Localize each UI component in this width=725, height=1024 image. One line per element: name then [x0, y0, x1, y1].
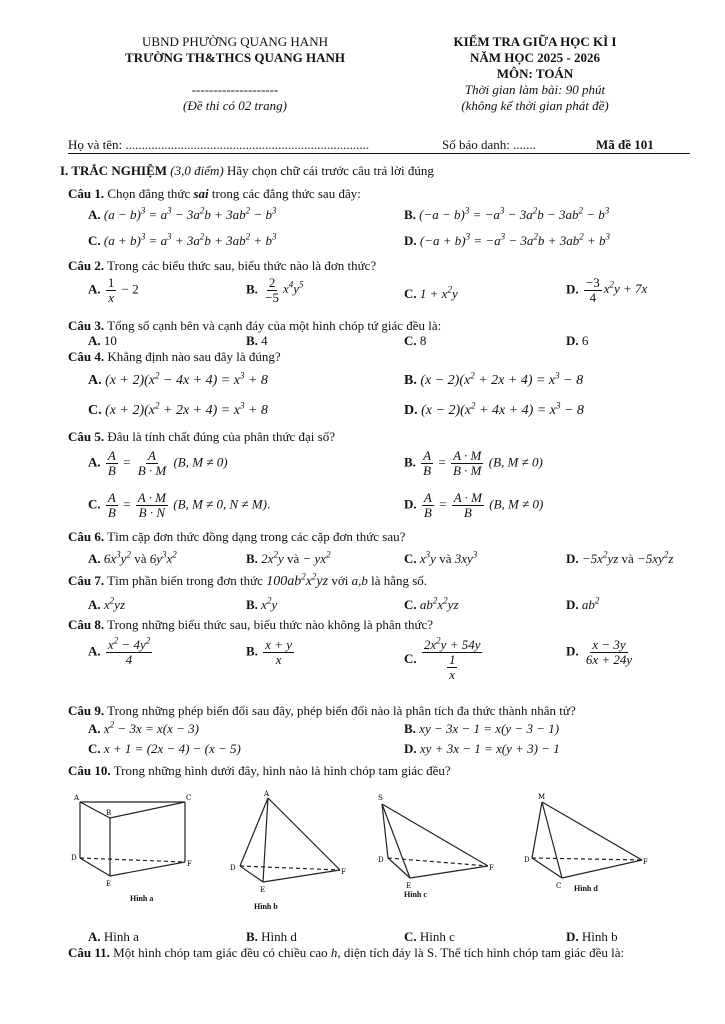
question-10: Câu 10. Trong những hình dưới đây, hình nào là hình chóp tam giác đều? [68, 763, 451, 778]
q5-option-d[interactable]: D. $\frac{A}{B}$ = $\frac{A \cdot M}{B}$ (B, M ≠ 0) [404, 490, 544, 520]
svg-text:E: E [106, 880, 112, 888]
q2-option-c[interactable]: C. $1 + x^2y$ [404, 284, 458, 301]
figure-d [524, 790, 654, 900]
q7-option-d[interactable]: D. $ab^2$ [566, 595, 600, 612]
question-6: Câu 6. Tìm cặp đơn thức đồng dạng trong các cặp đơn thức sau? [68, 529, 406, 544]
q1-option-a[interactable]: A. $(a - b)^3 = a^3 - 3a^2b + 3ab^2 - b^3$ [88, 205, 277, 222]
svg-text:F: F [341, 868, 346, 876]
q10-option-b[interactable]: B. Hình d [246, 929, 297, 944]
school-name: TRƯỜNG TH&THCS QUANG HANH [125, 50, 345, 65]
svg-text:D: D [378, 856, 384, 864]
q4-option-c[interactable]: C. $(x + 2)(x^2 + 2x + 4) = x^3 + 8$ [88, 400, 268, 418]
svg-text:E: E [406, 882, 412, 890]
q9-option-c[interactable]: C. x + 1 = (2x − 4) − (x − 5) [88, 741, 241, 756]
question-11: Câu 11. Một hình chóp tam giác đều có chiều cao h, diện tích đáy là S. Thể tích hình chóp tam giác đều là: [68, 945, 625, 960]
q8-option-c[interactable]: C. $\frac{2x^2y + 54y}{\frac{1}{x}}$ [404, 635, 481, 682]
svg-text:D: D [524, 856, 530, 864]
q10-option-d[interactable]: D. Hình b [566, 929, 618, 944]
q7-option-b[interactable]: B. $x^2y$ [246, 595, 278, 612]
student-id-field[interactable]: Số báo danh: ....... [442, 137, 536, 152]
question-7: Câu 7. Tìm phần biến trong đơn thức $100ab^2x^2yz$ với a,b là hằng số. [68, 571, 428, 589]
q10-option-a[interactable]: A. Hình a [88, 929, 139, 944]
student-info-line [68, 137, 690, 154]
q1-option-d[interactable]: D. $(-a + b)^3 = -a^3 - 3a^2b + 3ab^2 + b^3$ [404, 231, 610, 248]
svg-text:C: C [186, 794, 192, 802]
exam-title: KIỂM TRA GIỮA HỌC KÌ I [453, 34, 617, 49]
q7-option-c[interactable]: C. $ab^2x^2yz$ [404, 595, 459, 612]
svg-text:F: F [489, 864, 494, 872]
q4-option-b[interactable]: B. $(x - 2)(x^2 + 2x + 4) = x^3 - 8$ [404, 370, 584, 388]
svg-text:S: S [378, 794, 383, 802]
question-9: Câu 9. Trong những phép biến đổi sau đây, phép biến đổi nào là phân tích đa thức thành nhân tử? [68, 703, 576, 718]
question-2: Câu 2. Trong các biểu thức sau, biểu thức nào là đơn thức? [68, 258, 377, 273]
figure-c-caption: Hình c [404, 890, 427, 899]
student-name-field[interactable]: Họ và tên: ........................................................................... [68, 137, 370, 152]
svg-text:B: B [106, 809, 112, 817]
figure-c [376, 790, 496, 900]
q3-option-b[interactable]: B. 4 [246, 333, 268, 348]
question-4: Câu 4. Khẳng định nào sau đây là đúng? [68, 349, 281, 364]
svg-text:D: D [230, 864, 236, 872]
question-1: Câu 1. Chọn đẳng thức sai trong các đẳng thức sau đây: [68, 186, 361, 201]
q9-option-d[interactable]: D. xy + 3x − 1 = x(y + 3) − 1 [404, 741, 560, 756]
q5-option-a[interactable]: A. $\frac{A}{B}$ = $\frac{A}{B \cdot M}$ (B, M ≠ 0) [88, 448, 228, 478]
q8-option-a[interactable]: A. $\frac{x^2 - 4y^2}{4}$ [88, 635, 151, 667]
q9-option-b[interactable]: B. xy − 3x − 1 = x(y − 3 − 1) [404, 721, 560, 736]
figure-a-caption: Hình a [130, 894, 154, 903]
q4-option-a[interactable]: A. $(x + 2)(x^2 - 4x + 4) = x^3 + 8$ [88, 370, 268, 388]
q6-option-d[interactable]: D. $-5x^2yz$ và $-5xy^2z$ [566, 549, 674, 566]
figure-d-caption: Hình d [574, 884, 598, 893]
svg-text:F: F [187, 860, 192, 868]
q1-option-c[interactable]: C. $(a + b)^3 = a^3 + 3a^2b + 3ab^2 + b^3$ [88, 231, 277, 248]
duration-note: (không kể thời gian phát đề) [461, 98, 609, 113]
svg-text:D: D [71, 854, 77, 862]
exam-header [400, 34, 670, 114]
q3-option-d[interactable]: D. 6 [566, 333, 589, 348]
q6-option-b[interactable]: B. $2x^2y$ và − $yx^2$ [246, 549, 331, 566]
q8-option-b[interactable]: B. $\frac{x + y}{x}$ [246, 637, 292, 667]
svg-text:A: A [264, 790, 270, 798]
q3-option-c[interactable]: C. 8 [404, 333, 427, 348]
figure-a [70, 790, 195, 910]
question-5: Câu 5. Đâu là tính chất đúng của phân thức đại số? [68, 429, 335, 444]
q7-option-a[interactable]: A. $x^2yz$ [88, 595, 126, 612]
q9-option-a[interactable]: A. $x^2 - 3x = x(x - 3)$ [88, 719, 199, 736]
header-divider: -------------------- [191, 82, 279, 97]
svg-text:C: C [556, 882, 562, 890]
q2-option-a[interactable]: A. $\frac{1}{x}$ − 2 [88, 275, 139, 305]
q6-option-c[interactable]: C. $x^3y$ và $3xy^3$ [404, 549, 478, 566]
figure-b [228, 790, 348, 910]
q5-option-b[interactable]: B. $\frac{A}{B}$ = $\frac{A \cdot M}{B \cdot M}$ (B, M ≠ 0) [404, 448, 543, 478]
school-year: NĂM HỌC 2025 - 2026 [470, 50, 600, 65]
svg-text:F: F [643, 858, 648, 866]
question-3: Câu 3. Tổng số cạnh bên và cạnh đáy của một hình chóp tứ giác đều là: [68, 318, 442, 333]
exam-code: Mã đề 101 [596, 137, 654, 152]
svg-text:M: M [538, 793, 546, 801]
section-title: I. TRẮC NGHIỆM (3,0 điểm) Hãy chọn chữ cái trước câu trả lời đúng [60, 163, 434, 178]
svg-text:A: A [74, 794, 80, 802]
ward-name: UBND PHƯỜNG QUANG HANH [142, 34, 328, 49]
school-header [90, 34, 380, 114]
subject: MÔN: TOÁN [496, 66, 574, 81]
figure-b-caption: Hình b [254, 902, 278, 911]
duration: Thời gian làm bài: 90 phút [464, 82, 606, 97]
question-8: Câu 8. Trong những biểu thức sau, biểu thức nào không là phân thức? [68, 617, 434, 632]
q10-option-c[interactable]: C. Hình c [404, 929, 455, 944]
q8-option-d[interactable]: D. $\frac{x - 3y}{6x + 24y}$ [566, 637, 633, 667]
q2-option-b[interactable]: B. $\frac{2}{-5}$ $x^4y^5$ [246, 275, 304, 305]
q3-option-a[interactable]: A. 10 [88, 333, 117, 348]
q4-option-d[interactable]: D. $(x - 2)(x^2 + 4x + 4) = x^3 - 8$ [404, 400, 584, 418]
q1-option-b[interactable]: B. $(-a - b)^3 = -a^3 - 3a^2b - 3ab^2 - b^3$ [404, 205, 610, 222]
page-count-note: (Đề thi có 02 trang) [183, 98, 287, 113]
svg-text:E: E [260, 886, 266, 894]
q2-option-d[interactable]: D. $\frac{-3}{4}$ $x^2y + 7x$ [566, 275, 648, 305]
q6-option-a[interactable]: A. $6x^3y^2$ và $6y^3x^2$ [88, 549, 177, 566]
q5-option-c[interactable]: C. $\frac{A}{B}$ = $\frac{A \cdot M}{B \cdot N}$ (B, M ≠ 0, N ≠ M). [88, 490, 271, 520]
